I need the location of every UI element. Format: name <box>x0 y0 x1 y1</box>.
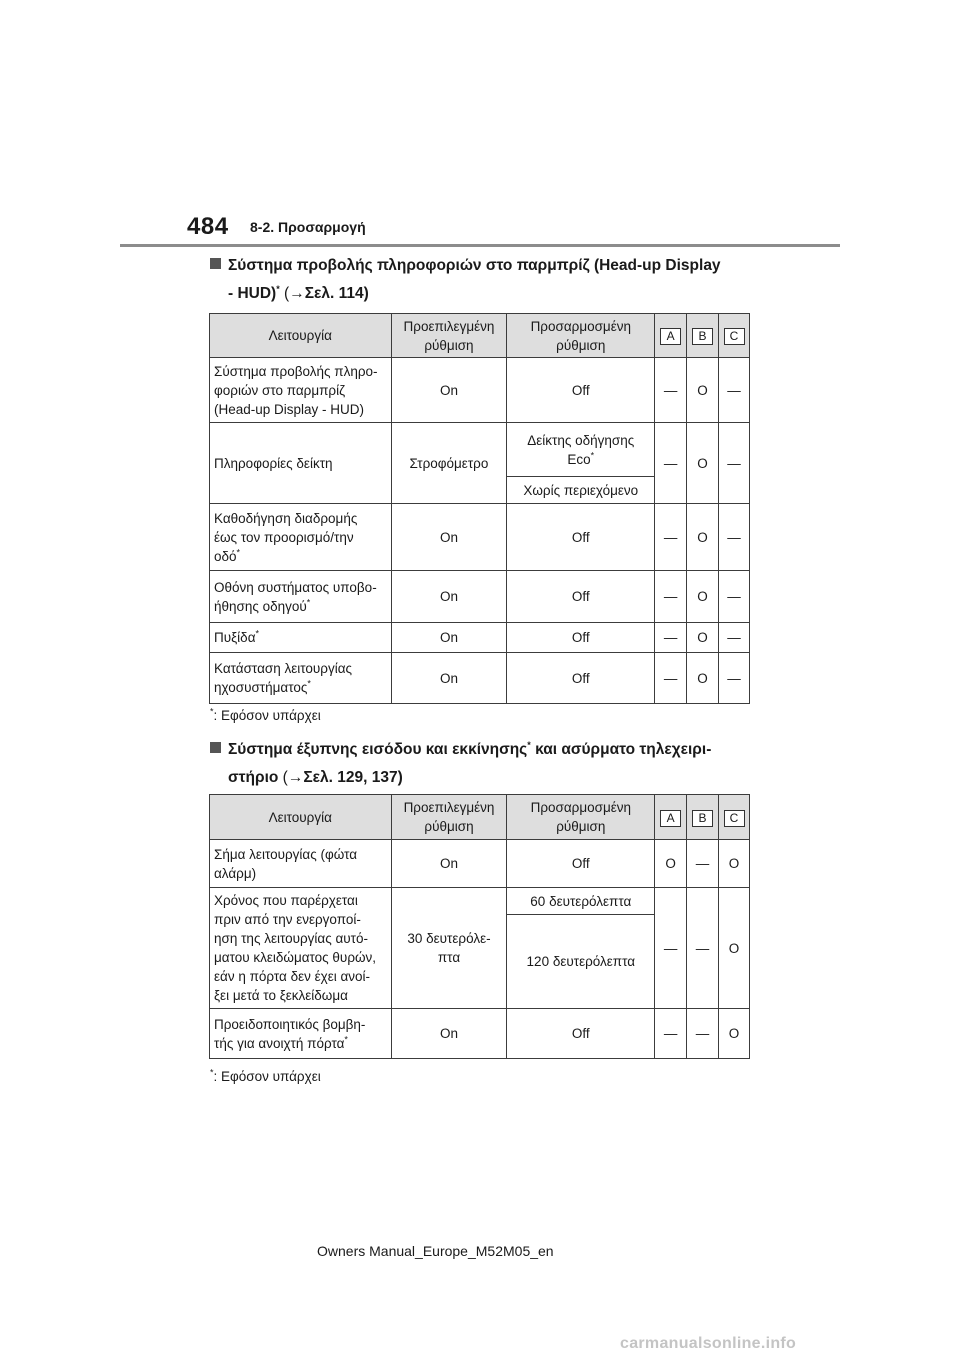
table-row: 120 δευτερόλεπτα <box>210 915 750 1009</box>
section1-heading: Σύστημα προβολής πληροφοριών στο παρμπρίζ (Head-up Display - HUD)* (→Σελ. 114) <box>210 254 721 306</box>
table-row: Κατάσταση λειτουργίας ηχοσυστήματος* On Off — O — <box>210 653 750 704</box>
header-a: A <box>655 314 687 358</box>
table-row: Σύστημα προβολής πληρο- φοριών στο παρμπρίζ (Head-up Display - HUD) On Off — O — <box>210 358 750 423</box>
bullet-square-icon <box>210 742 221 753</box>
header-c: C <box>719 314 750 358</box>
footnote-1: *: Εφόσον υπάρχει <box>210 706 321 723</box>
table-header-row <box>210 795 750 840</box>
section-title: 8-2. Προσαρμογή <box>250 219 366 235</box>
table-row: Καθοδήγηση διαδρομής έως τον προορισμό/την οδό* On Off — O — <box>210 504 750 571</box>
table-row: Προειδοποιητικός βομβη- τής για ανοιχτή πόρτα* On Off — — O <box>210 1009 750 1059</box>
header-custom: Προσαρμοσμένη ρύθμιση <box>507 314 655 358</box>
table-header-row <box>210 314 750 358</box>
table-row: Πυξίδα* On Off — O — <box>210 623 750 653</box>
header-c: C <box>719 795 750 840</box>
page-number: 484 <box>187 213 229 240</box>
smart-entry-settings-table <box>209 794 750 1059</box>
header-function: Λειτουργία <box>210 795 392 840</box>
table-row: Πληροφορίες δείκτη Στροφόμετρο Δείκτης οδήγησης Eco* — O — <box>210 423 750 477</box>
header-rule <box>120 244 840 247</box>
table-row: Χωρίς περιεχόμενο <box>210 477 750 504</box>
watermark: carmanualsonline.info <box>620 1335 797 1352</box>
section2-heading: Σύστημα έξυπνης εισόδου και εκκίνησης* και ασύρματο τηλεχειρι- στήριο (→Σελ. 129, 137) <box>210 738 711 790</box>
header-custom: Προσαρμοσμένη ρύθμιση <box>507 795 655 840</box>
header-b: B <box>687 795 719 840</box>
table-row: Χρόνος που παρέρχεται πριν από την ενεργοποί- ηση της λειτουργίας αυτό- ματου κλειδώματος θυρών, εάν η πόρτα δεν έχει ανοί- ξει μετά το ξεκλείδωμα 30 δευτερόλε- πτα 60 δευτερόλεπτα — — O <box>210 888 750 915</box>
header-function: Λειτουργία <box>210 314 392 358</box>
header-default: Προεπιλεγμένη ρύθμιση <box>391 795 507 840</box>
header-a: A <box>655 795 687 840</box>
table-row: Σήμα λειτουργίας (φώτα αλάρμ) On Off O — O <box>210 840 750 888</box>
header-b: B <box>687 314 719 358</box>
footnote-2: *: Εφόσον υπάρχει <box>210 1067 321 1084</box>
footer-text: Owners Manual_Europe_M52M05_en <box>317 1243 554 1259</box>
header-default: Προεπιλεγμένη ρύθμιση <box>391 314 507 358</box>
table-row: Οθόνη συστήματος υποβο- ήθησης οδηγού* On Off — O — <box>210 571 750 623</box>
hud-settings-table <box>209 313 750 704</box>
bullet-square-icon <box>210 258 221 269</box>
